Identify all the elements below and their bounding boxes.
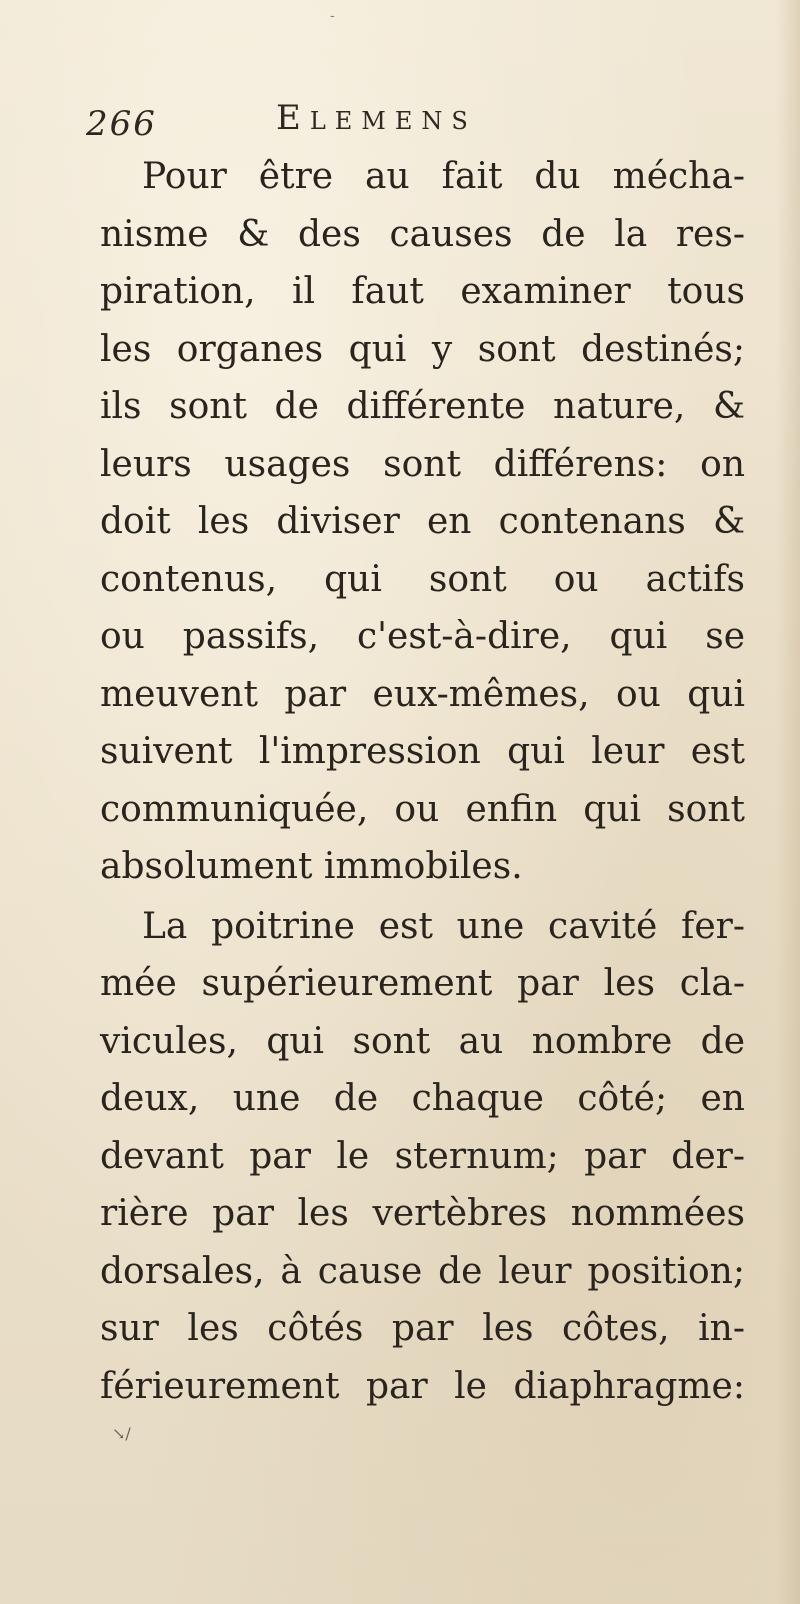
text-line: doit les diviser en contenans & bbox=[100, 501, 745, 542]
text-line: ils sont de différente nature, & bbox=[100, 386, 745, 427]
text-line: devant par le sternum; par der- bbox=[100, 1135, 745, 1177]
text-line: Pour être au fait du mécha- bbox=[142, 156, 745, 197]
page-edge-shade bbox=[776, 0, 800, 1604]
text-line: deux, une de chaque côté; en bbox=[100, 1078, 745, 1119]
text-line: les organes qui y sont destinés; bbox=[100, 328, 745, 370]
text-line: dorsales, à cause de leur position; bbox=[100, 1250, 745, 1292]
text-line: piration, il faut examiner tous bbox=[100, 271, 745, 312]
text-line: communiquée, ou enfin qui sont bbox=[100, 788, 745, 830]
page-header bbox=[86, 98, 726, 148]
text-line: meuvent par eux-mêmes, ou qui bbox=[100, 673, 745, 715]
text-line: rière par les vertèbres nommées bbox=[100, 1193, 745, 1234]
text-line: sur les côtés par les côtes, in- bbox=[100, 1308, 745, 1349]
page-number: 266 bbox=[86, 104, 157, 144]
body-text bbox=[100, 148, 745, 1415]
running-head: Elemens bbox=[276, 98, 477, 138]
text-line: férieurement par le diaphragme: bbox=[100, 1365, 745, 1407]
text-line: mée supérieurement par les cla- bbox=[100, 963, 745, 1004]
text-line: vicules, qui sont au nombre de bbox=[100, 1020, 745, 1062]
text-line: suivent l'impression qui leur est bbox=[100, 731, 745, 772]
text-line: absolument immobiles. bbox=[100, 846, 523, 887]
text-line: La poitrine est une cavité fer- bbox=[142, 905, 745, 947]
stray-mark: ↘/ bbox=[112, 1424, 131, 1443]
text-line: nisme & des causes de la res- bbox=[100, 213, 745, 255]
text-line: ou passifs, c'est-à-dire, qui se bbox=[100, 616, 745, 657]
text-line: leurs usages sont différens: on bbox=[100, 443, 745, 485]
text-line: contenus, qui sont ou actifs bbox=[100, 558, 745, 600]
top-mark: - bbox=[330, 8, 335, 24]
